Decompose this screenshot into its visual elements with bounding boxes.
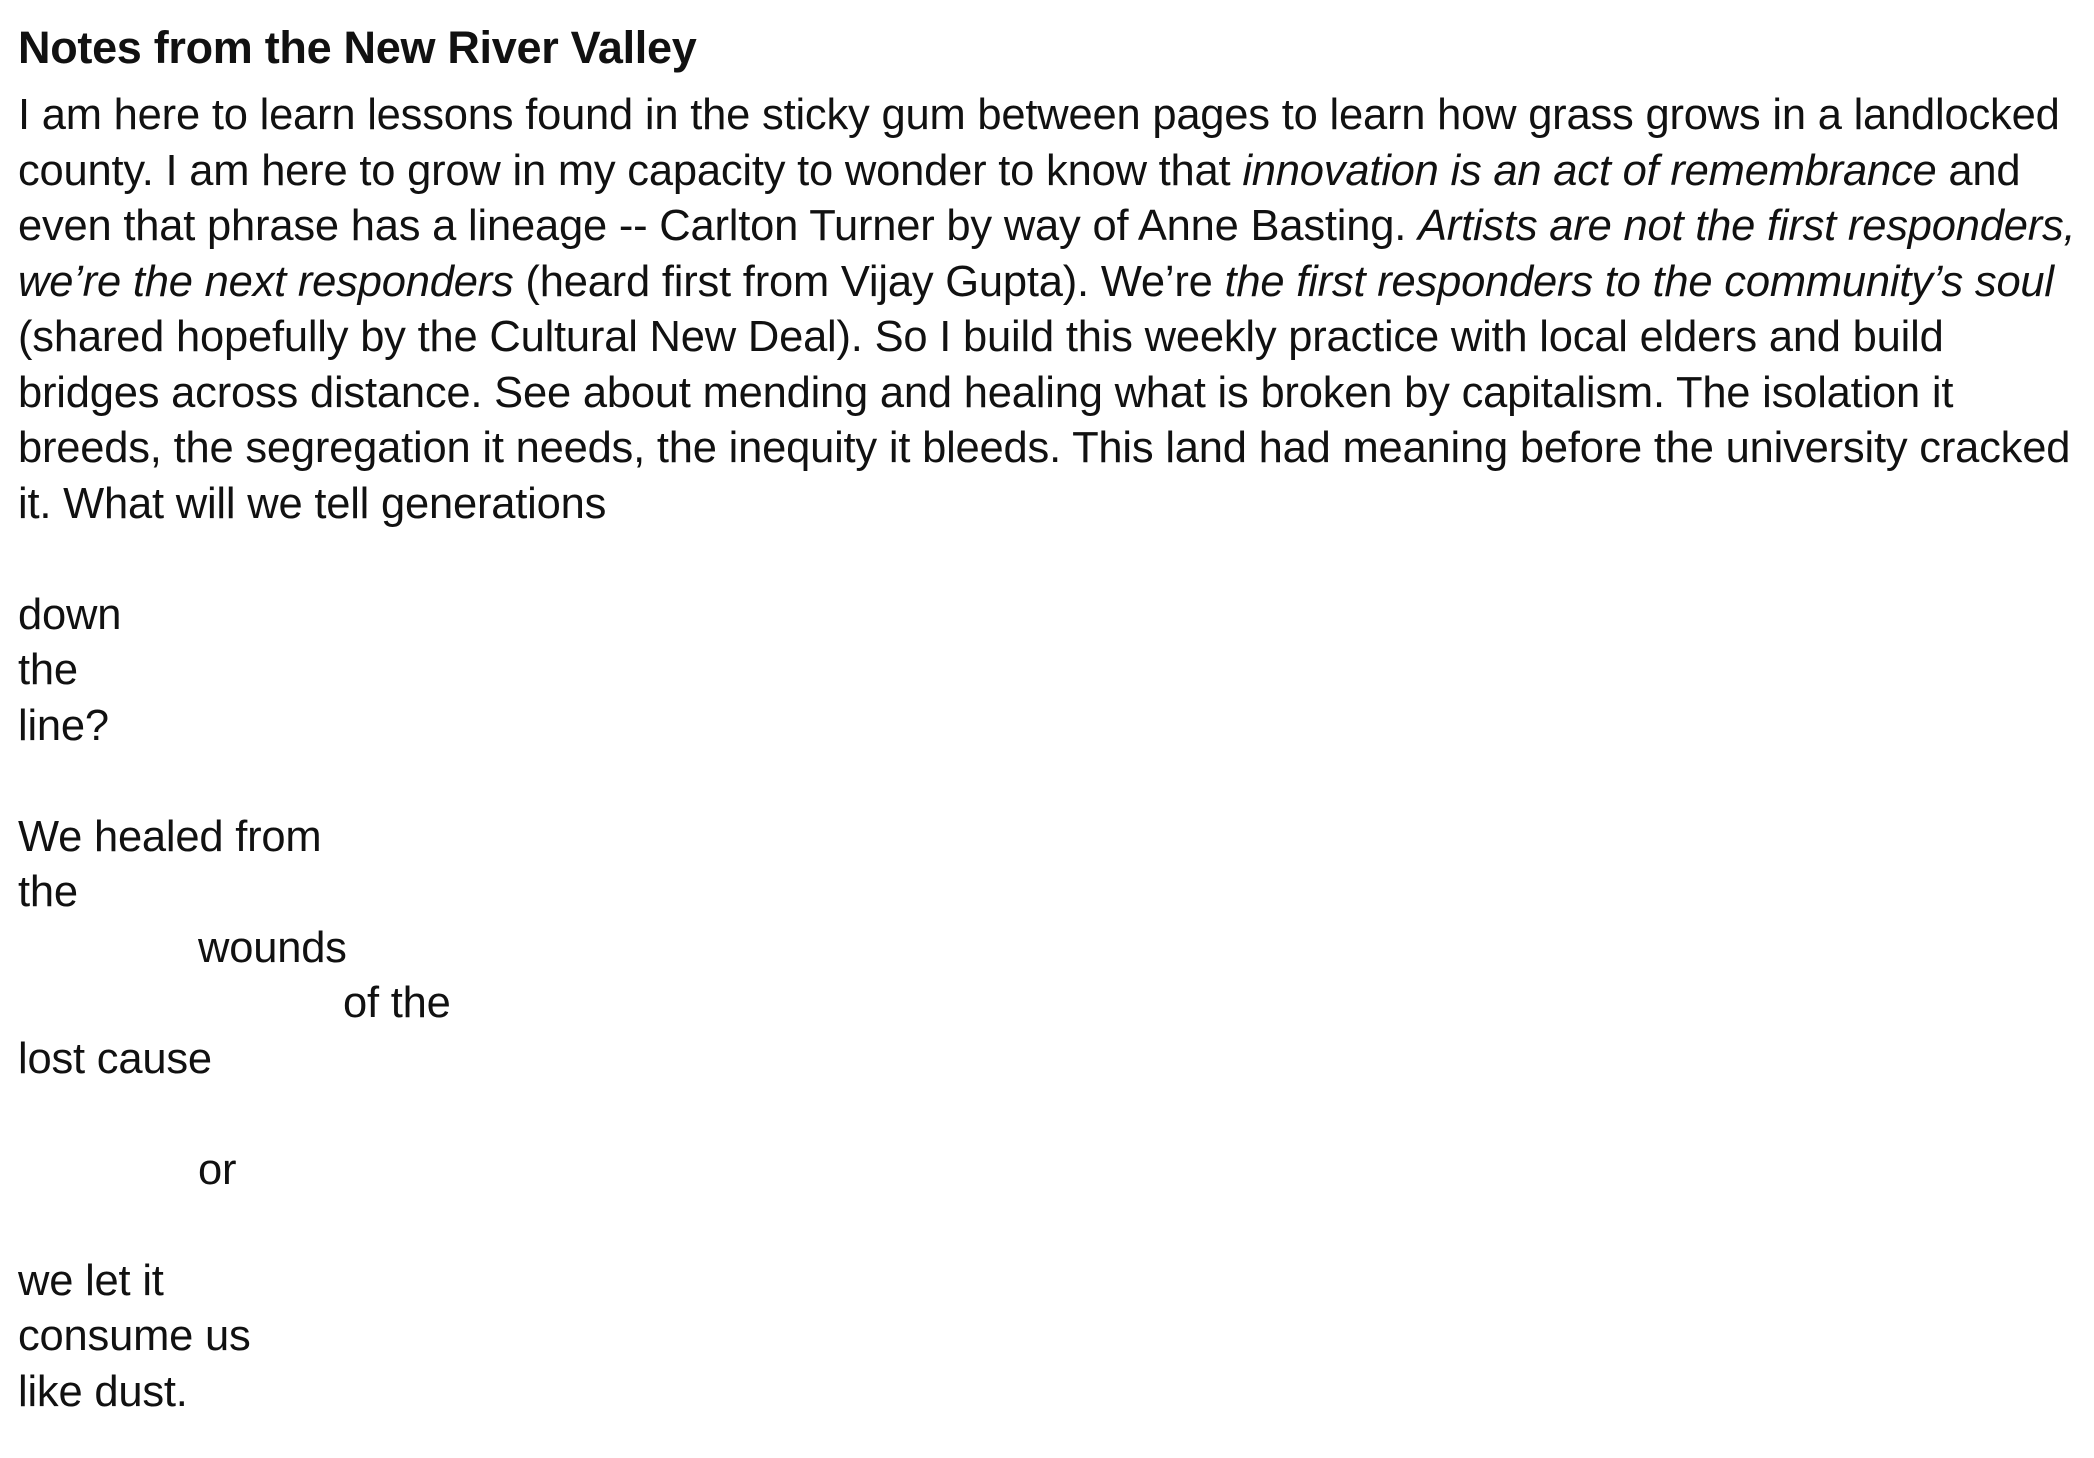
- prose-text: and even that phrase has a lineage -- Carlton Turner by way of Anne Basting.: [18, 146, 2021, 250]
- quote-innovation: innovation is an act of remembrance: [1242, 146, 1937, 195]
- poem: [18, 532, 2088, 1420]
- stanza-break: [18, 1198, 2088, 1254]
- poem-line: line?: [18, 701, 109, 750]
- stanza-break: [18, 532, 2088, 588]
- prose-text: (shared hopefully by the Cultural New Deal). So I build this weekly practice with local elders and build bridges across distance. See about mending and healing what is broken by capitalism. The isolation it breeds, the segregation it needs, the inequity it bleeds. This land had meaning before the university cracked it. What will we tell generations: [18, 313, 2071, 528]
- quote-next-responders: Artists are not the first responders, we’re the next responders: [18, 202, 2076, 306]
- poem-line: lost cause: [18, 1034, 212, 1083]
- stanza-break: [18, 1087, 2088, 1143]
- poem-line: the: [18, 646, 78, 694]
- document-page: [18, 20, 2088, 1420]
- poem-line: we let it: [18, 1256, 164, 1305]
- poem-line: or: [198, 1145, 237, 1194]
- poem-line: We healed from: [18, 812, 322, 861]
- quote-community-soul: the first responders to the community’s soul: [1224, 257, 2054, 306]
- poem-line: down: [18, 590, 122, 639]
- prose-text: (heard first from Vijay Gupta). We’re: [513, 257, 1225, 306]
- prose-paragraph: [18, 88, 2088, 532]
- stanza-break: [18, 754, 2088, 810]
- poem-line: wounds: [198, 923, 347, 972]
- poem-line: of the: [343, 979, 451, 1027]
- poem-line: the: [18, 868, 78, 916]
- page-title: Notes from the New River Valley: [18, 22, 697, 73]
- poem-line: like dust.: [18, 1367, 188, 1416]
- prose-text: I am here to learn lessons found in the sticky gum between pages to learn how grass grows in a landlocked county. I am here to grow in my capacity to wonder to know that: [18, 91, 2060, 195]
- poem-line: consume us: [18, 1312, 251, 1360]
